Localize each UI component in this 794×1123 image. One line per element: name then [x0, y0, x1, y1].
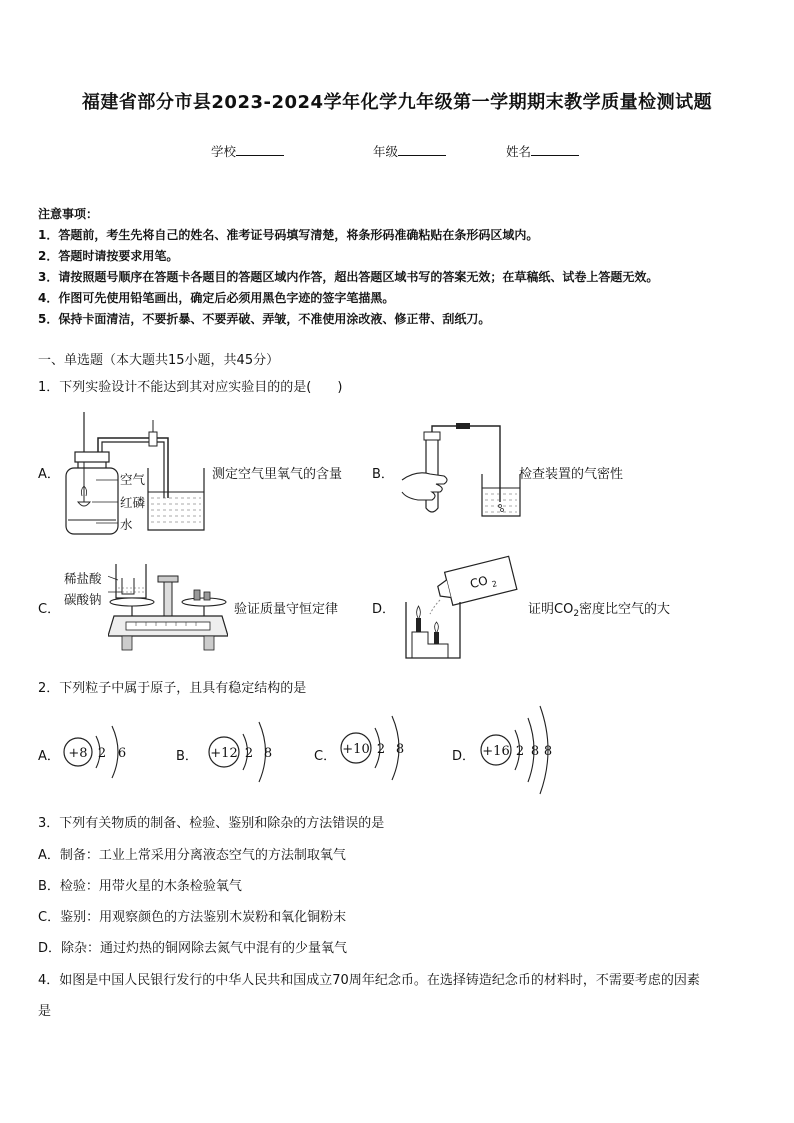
q2-b-shell-1: 2	[244, 746, 254, 761]
notice-item: 5．保持卡面清洁，不要折暴、不要弄破、弄皱，不准使用涂改液、修正带、刮纸刀。	[38, 312, 491, 326]
notice-item: 1．答题前，考生先将自己的姓名、准考证号码填写清楚，将条形码准确粘贴在条形码区域内。	[38, 228, 539, 242]
q1-option-a-label[interactable]: A．	[38, 467, 60, 482]
q3-option-b[interactable]: B．检验：用带火星的木条检验氧气	[38, 879, 242, 894]
q2-d-shell-2: 8	[530, 744, 540, 759]
q1-d-caption-sub: 2	[573, 609, 580, 619]
question-4-stem-line-2: 是	[38, 1004, 52, 1019]
q2-a-shell-1: 2	[97, 746, 107, 761]
q1-c-balance-apparatus	[108, 558, 228, 658]
notice-heading: 注意事项：	[38, 207, 99, 221]
q1-option-d-label[interactable]: D．	[372, 602, 396, 617]
q2-option-d-label[interactable]: D．	[452, 749, 476, 764]
notice-item: 2．答题时请按要求用笔。	[38, 249, 179, 263]
q2-a-atom-diagram	[58, 720, 138, 784]
notice-item: 4．作图可先使用铅笔画出，确定后必须用黑色字迹的签字笔描黑。	[38, 291, 395, 305]
q2-d-shell-1: 2	[515, 744, 525, 759]
q1-d-co2-apparatus	[398, 554, 524, 662]
q1-option-b-label[interactable]: B．	[372, 467, 394, 482]
q2-c-atom-diagram	[338, 714, 422, 786]
q2-option-c-label[interactable]: C．	[314, 749, 337, 764]
q3-option-a[interactable]: A．制备：工业上常采用分离液态空气的方法制取氧气	[38, 848, 346, 863]
q1-b-caption: 检查装置的气密性	[519, 467, 624, 482]
school-blank[interactable]	[236, 143, 284, 156]
q1-a-caption: 测定空气里氧气的含量	[212, 467, 343, 482]
grade-blank[interactable]	[398, 143, 446, 156]
grade-label: 年级	[373, 144, 399, 159]
q1-d-caption	[528, 598, 670, 619]
q1-a-air-label: 空气	[120, 472, 146, 487]
q1-d-caption-pre: 证明CO	[528, 602, 574, 617]
name-field[interactable]	[506, 142, 579, 160]
page-title: 福建省部分市县2023-2024学年化学九年级第一学期期末教学质量检测试题	[81, 92, 713, 113]
q2-d-nucleus: +16	[482, 744, 510, 759]
grade-field[interactable]	[373, 142, 446, 160]
question-2-stem: 2．下列粒子中属于原子，且具有稳定结构的是	[38, 681, 307, 696]
question-4-stem-line-1: 4．如图是中国人民银行发行的中华人民共和国成立70周年纪念币。在选择铸造纪念币的材料时，不需要考虑的因素	[38, 973, 700, 988]
q2-option-b-label[interactable]: B．	[176, 749, 198, 764]
q1-c-hcl-label: 稀盐酸	[64, 571, 102, 586]
q2-c-shell-2: 8	[395, 742, 405, 757]
q1-d-bottle-sub: 2	[490, 579, 499, 590]
section-heading: 一、单选题（本大题共15小题，共45分）	[38, 353, 280, 368]
q1-c-na2co3-label: 碳酸钠	[64, 592, 102, 607]
q2-b-shell-2: 8	[263, 746, 273, 761]
q1-a-phosphorus-label: 红磷	[120, 495, 146, 510]
q1-a-water-label: 水	[120, 517, 133, 532]
q2-b-nucleus: +12	[210, 746, 238, 761]
name-label: 姓名	[506, 144, 532, 159]
q1-option-c-label[interactable]: C．	[38, 602, 61, 617]
q2-option-a-label[interactable]: A．	[38, 749, 60, 764]
q2-a-nucleus: +8	[68, 746, 88, 761]
q1-d-bottle-co: CO	[468, 573, 490, 592]
q2-a-shell-2: 6	[117, 746, 127, 761]
q1-b-airtightness-apparatus	[396, 422, 526, 520]
q1-c-caption: 验证质量守恒定律	[234, 602, 339, 617]
q2-d-shell-3: 8	[543, 744, 553, 759]
q3-option-c[interactable]: C．鉴别：用观察颜色的方法鉴别木炭粉和氧化铜粉末	[38, 910, 347, 925]
q3-option-d[interactable]: D．除杂：通过灼热的铜网除去氮气中混有的少量氧气	[38, 941, 348, 956]
notice-item: 3．请按照题号顺序在答题卡各题目的答题区域内作答，超出答题区域书写的答案无效；在草稿纸、试卷上答题无效。	[38, 270, 659, 284]
question-1-stem: 1．下列实验设计不能达到其对应实验目的的是( )	[38, 380, 343, 395]
q2-c-shell-1: 2	[376, 742, 386, 757]
q2-c-nucleus: +10	[342, 742, 370, 757]
name-blank[interactable]	[531, 143, 579, 156]
question-3-stem: 3．下列有关物质的制备、检验、鉴别和除杂的方法错误的是	[38, 816, 385, 831]
q2-b-atom-diagram	[204, 718, 284, 786]
school-field[interactable]	[211, 142, 284, 160]
q2-d-atom-diagram	[478, 704, 578, 796]
school-label: 学校	[211, 144, 237, 159]
q1-d-caption-post: 密度比空气的大	[579, 602, 671, 617]
